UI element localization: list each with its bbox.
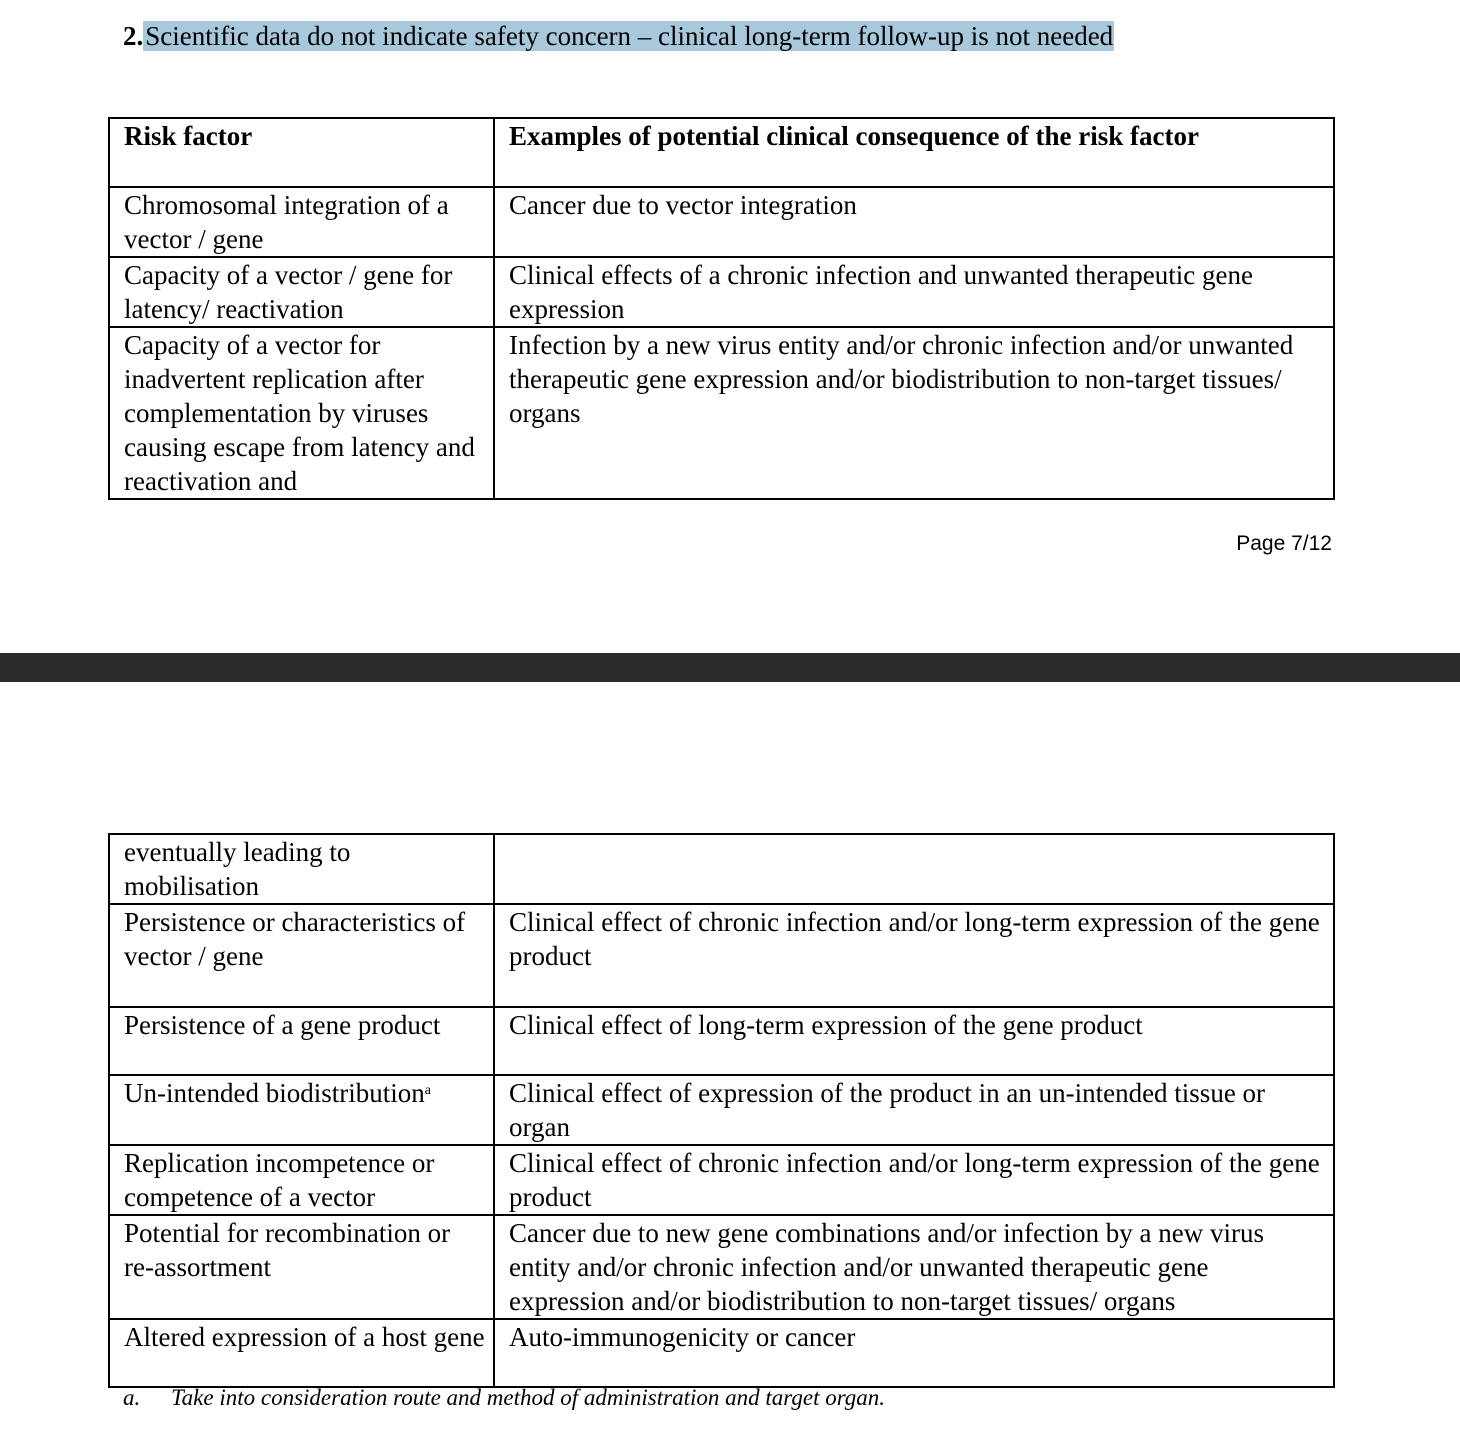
table-row bbox=[109, 834, 1334, 904]
risk-cell bbox=[109, 1075, 494, 1145]
consequence-cell: Clinical effects of a chronic infection and unwanted therapeutic gene expression bbox=[494, 257, 1334, 327]
risk-cell: Replication incompetence or competence of a vector bbox=[109, 1145, 494, 1215]
risk-text: Un-intended biodistribution bbox=[124, 1078, 425, 1108]
consequence-cell: Clinical effect of expression of the product in an un-intended tissue or organ bbox=[494, 1075, 1334, 1145]
consequence-cell: Cancer due to new gene combinations and/or infection by a new virus entity and/or chronic infection and/or unwanted therapeutic gene expression and/or biodistribution to non-target tissues/ organs bbox=[494, 1215, 1334, 1319]
table-row bbox=[109, 1319, 1334, 1387]
page-break-divider bbox=[0, 653, 1460, 682]
risk-factor-table-part1 bbox=[108, 117, 1335, 500]
table-row bbox=[109, 1215, 1334, 1319]
consequence-cell: Infection by a new virus entity and/or chronic infection and/or unwanted therapeutic gene expression and/or biodistribution to non-target tissues/ organs bbox=[494, 327, 1334, 499]
risk-cell: eventually leading to mobilisation bbox=[109, 834, 494, 904]
footnote-marker: a bbox=[424, 1083, 431, 1098]
section-heading bbox=[123, 17, 1114, 55]
table-row bbox=[109, 1075, 1334, 1145]
risk-cell: Chromosomal integration of a vector / gene bbox=[109, 187, 494, 257]
risk-cell: Potential for recombination or re-assortment bbox=[109, 1215, 494, 1319]
table-footnote bbox=[123, 1383, 885, 1413]
table-row bbox=[109, 1007, 1334, 1075]
header-risk-factor: Risk factor bbox=[109, 118, 494, 187]
table-row bbox=[109, 904, 1334, 1007]
table-row bbox=[109, 187, 1334, 257]
consequence-cell: Clinical effect of chronic infection and/or long-term expression of the gene product bbox=[494, 904, 1334, 1007]
risk-cell: Persistence of a gene product bbox=[109, 1007, 494, 1075]
table-row bbox=[109, 1145, 1334, 1215]
consequence-cell: Clinical effect of long-term expression of the gene product bbox=[494, 1007, 1334, 1075]
consequence-cell: Clinical effect of chronic infection and/or long-term expression of the gene product bbox=[494, 1145, 1334, 1215]
table-row bbox=[109, 327, 1334, 499]
footnote-text: Take into consideration route and method of administration and target organ. bbox=[171, 1385, 886, 1410]
header-clinical-consequence: Examples of potential clinical consequence of the risk factor bbox=[494, 118, 1334, 187]
risk-cell: Capacity of a vector / gene for latency/ reactivation bbox=[109, 257, 494, 327]
consequence-cell: Auto-immunogenicity or cancer bbox=[494, 1319, 1334, 1387]
risk-cell: Persistence or characteristics of vector / gene bbox=[109, 904, 494, 1007]
section-number: 2. bbox=[123, 21, 144, 51]
risk-cell: Altered expression of a host gene bbox=[109, 1319, 494, 1387]
consequence-cell: Cancer due to vector integration bbox=[494, 187, 1334, 257]
risk-factor-table-part2 bbox=[108, 833, 1335, 1388]
consequence-cell bbox=[494, 834, 1334, 904]
table-row bbox=[109, 257, 1334, 327]
section-title-highlighted: Scientific data do not indicate safety concern – clinical long-term follow-up is not needed bbox=[145, 21, 1114, 51]
page-number: Page 7/12 bbox=[1236, 532, 1332, 555]
risk-cell: Capacity of a vector for inadvertent replication after complementation by viruses causing escape from latency and reactivation and bbox=[109, 327, 494, 499]
footnote-label: a. bbox=[123, 1385, 141, 1410]
table-header-row bbox=[109, 118, 1334, 187]
